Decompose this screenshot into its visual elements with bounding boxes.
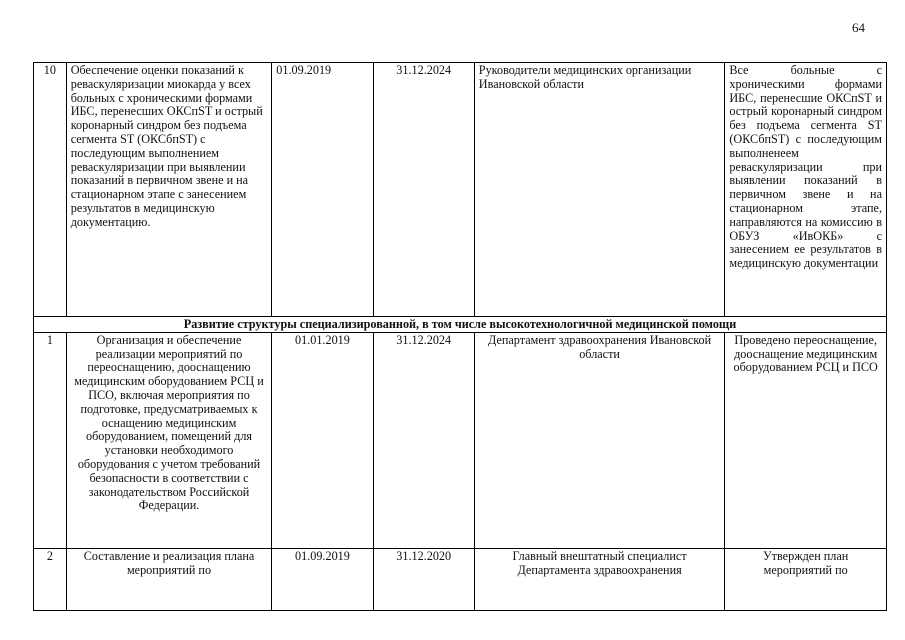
table-row	[34, 332, 887, 548]
end-date-cell: 31.12.2024	[373, 63, 474, 317]
section-title: Развитие структуры специализированной, в том числе высокотехнологичной медицинской помощи	[34, 317, 887, 333]
row-number: 1	[34, 332, 67, 548]
table-row	[34, 63, 887, 317]
section-header-row	[34, 317, 887, 333]
table-row	[34, 548, 887, 610]
start-date-cell: 01.01.2019	[272, 332, 373, 548]
start-date-cell: 01.09.2019	[272, 548, 373, 610]
responsible-cell: Руководители медицинских организации Ивановской области	[474, 63, 725, 317]
task-cell: Обеспечение оценки показаний к реваскуляризации миокарда у всех больных с хроническими формами ИБС, перенесших ОКСпST и острый коронарный синдром без подъема сегмента ST (ОКСбпST) с последующим выполнением реваскуляризации при выявлении показаний в первичном звене и на стационарном этапе с занесением результатов в медицинскую документацию.	[66, 63, 272, 317]
responsible-cell: Департамент здравоохранения Ивановской области	[474, 332, 725, 548]
row-number: 10	[34, 63, 67, 317]
page-number: 64	[852, 20, 865, 35]
result-cell: Проведено переоснащение, дооснащение медицинским оборудованием РСЦ и ПСО	[725, 332, 887, 548]
plan-table	[33, 62, 887, 611]
end-date-cell: 31.12.2020	[373, 548, 474, 610]
responsible-cell: Главный внештатный специалист Департамента здравоохранения	[474, 548, 725, 610]
result-cell: Все больные с хроническими формами ИБС, перенесшие ОКСпST и острый коронарный синдром без подъема сегмента ST (ОКСбпST) с последующим выполненеем реваскуляризации при выявлении показаний в первичном звене и на стационарном этапе, направляются на комиссию в ОБУЗ «ИвОКБ» с занесением ее результатов в медицинскую документации	[725, 63, 887, 317]
task-cell: Организация и обеспечение реализации мероприятий по переоснащению, дооснащению медицинским оборудованием РСЦ и ПСО, включая мероприятия по подготовке, предусматриваемых к оснащению медицинским оборудованием, помещений для установки необходимого оборудования с учетом требований безопасности в соответствии с законодательством Российской Федерации.	[66, 332, 272, 548]
start-date-cell: 01.09.2019	[272, 63, 373, 317]
end-date-cell: 31.12.2024	[373, 332, 474, 548]
result-cell: Утвержден план мероприятий по	[725, 548, 887, 610]
row-number: 2	[34, 548, 67, 610]
task-cell: Составление и реализация плана мероприятий по	[66, 548, 272, 610]
